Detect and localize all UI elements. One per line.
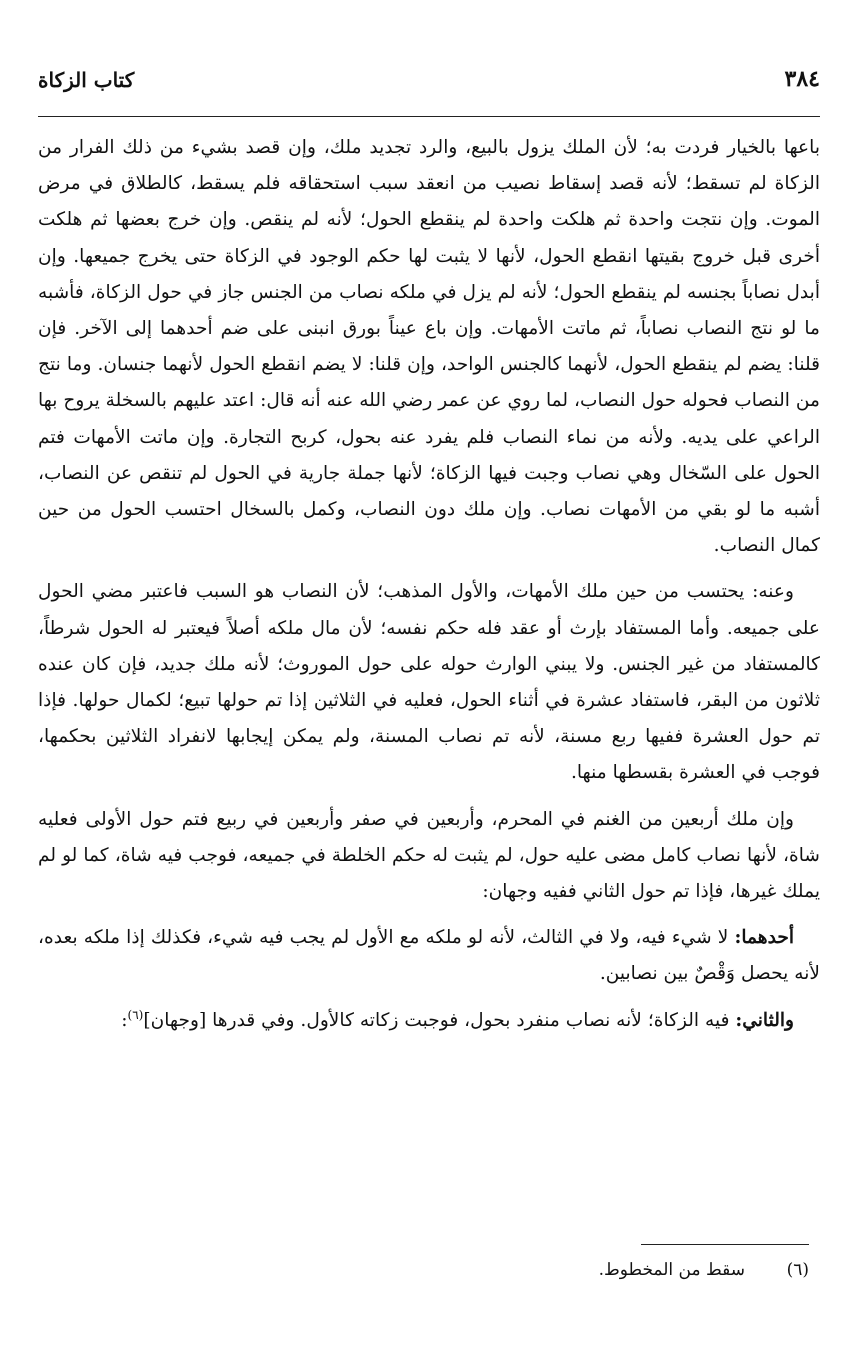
paragraph-text: وعنه: يحتسب من حين ملك الأمهات، والأول المذهب؛ لأن النصاب هو السبب فاعتبر مضي الحول على جميعه. وأما المستفاد بإرث أو عقد فله حكم نفسه؛ لأن مال ملكه أصلاً فيعتبر له الحول شرطاً، كالمستفاد من غير الجنس. ولا يبني الوارث حوله على حول الموروث؛ لأنه ملك جديد، فإن كان عنده ثلاثون من البقر، فاستفاد عشرة في أثناء الحول، فعليه في الثلاثين إذا تم حولها تبيع؛ لكمال حولها. فإذا تم حول العشرة ففيها ربع مسنة، لأنه تم نصاب المسنة، ولم يمكن إيجابها لانفراد الثلاثين بحكمها، فوجب في العشرة بقسطها منها. <box>38 581 820 784</box>
paragraph-lead: والثاني: <box>735 1009 794 1031</box>
paragraph-1 <box>38 130 820 564</box>
paragraph-text: لا شيء فيه، ولا في الثالث، لأنه لو ملكه مع الأول لم يجب فيه شيء، فكذلك إذا ملكه بعده، لأنه يحصل وَقْصٌ بين نصابين. <box>38 927 820 985</box>
paragraph-tail: : <box>121 1009 128 1031</box>
header-rule <box>38 116 820 117</box>
paragraph-3 <box>38 802 820 911</box>
running-title: كتاب الزكاة <box>38 68 135 92</box>
footnote-number: (٦) <box>786 1260 809 1280</box>
paragraph-text: وإن ملك أربعين من الغنم في المحرم، وأربعين في صفر وأربعين في ربيع فتم حول الأولى فعليه شاة، لأنها نصاب كامل مضى عليه حول، لم يثبت له حكم الخلطة في جميعه، فوجب فيه شاة، كما لو لم يملك غيرها، فإذا تم حول الثاني ففيه وجهان: <box>38 808 820 903</box>
body-text <box>38 130 820 1049</box>
paragraph-5 <box>38 1003 820 1039</box>
paragraph-text: فيه الزكاة؛ لأنه نصاب منفرد بحول، فوجبت زكاته كالأول. وفي قدرها [وجهان] <box>143 1009 736 1031</box>
footnote-text: سقط من المخطوط. <box>598 1260 745 1280</box>
page-header <box>38 62 820 102</box>
footnote-reference[interactable]: (٦) <box>127 1007 144 1022</box>
paragraph-4 <box>38 920 820 992</box>
footnote-rule <box>641 1244 809 1245</box>
page-number: ٣٨٤ <box>784 66 820 92</box>
paragraph-2 <box>38 574 820 791</box>
footnote <box>109 1256 809 1284</box>
paragraph-text: باعها بالخيار فردت به؛ لأن الملك يزول بالبيع، والرد تجديد ملك، وإن قصد بشيء من ذلك الفرار من الزكاة لم تسقط؛ لأنه قصد إسقاط نصيب من انعقد سبب استحقاقه فلم يسقط، كالطلاق في مرض الموت. وإن نتجت واحدة ثم هلكت واحدة لم ينقطع الحول؛ لأنه لم ينقص. وإن خرج بعضها ثم هلكت أخرى قبل خروج بقيتها انقطع الحول، لأنها لا يثبت لها حكم الوجود في الزكاة حتى يخرج جميعها. وإن أبدل نصاباً بجنسه لم ينقطع الحول؛ لأنه لم يزل في ملكه نصاب من الجنس جاز في حول الزكاة، فأشبه ما لو نتج النصاب نصاباً، ثم ماتت الأمهات. وإن باع عيناً بورق انبنى على ضم أحدهما إلى الآخر. فإن قلنا: يضم لم ينقطع الحول، لأنهما كالجنس الواحد، وإن قلنا: لا يضم انقطع الحول لأنهما جنسان. وما نتج من النصاب فحوله حول النصاب، لما روي عن عمر رضي الله عنه أنه قال: اعتد عليهم بالسخلة يروح بها الراعي على يديه. ولأنه من نماء النصاب فلم يفرد عنه بحول، كربح التجارة. وإن ماتت الأمهات فتم الحول على السّخال وهي نصاب وجبت فيها الزكاة؛ لأنها جملة جارية في الحول لم تنقص عن النصاب، أشبه ما لو بقي من الأمهات نصاب. وإن ملك دون النصاب، وكمل بالسخال احتسب الحول من حين كمال النصاب. <box>38 137 820 557</box>
paragraph-lead: أحدهما: <box>734 927 794 949</box>
